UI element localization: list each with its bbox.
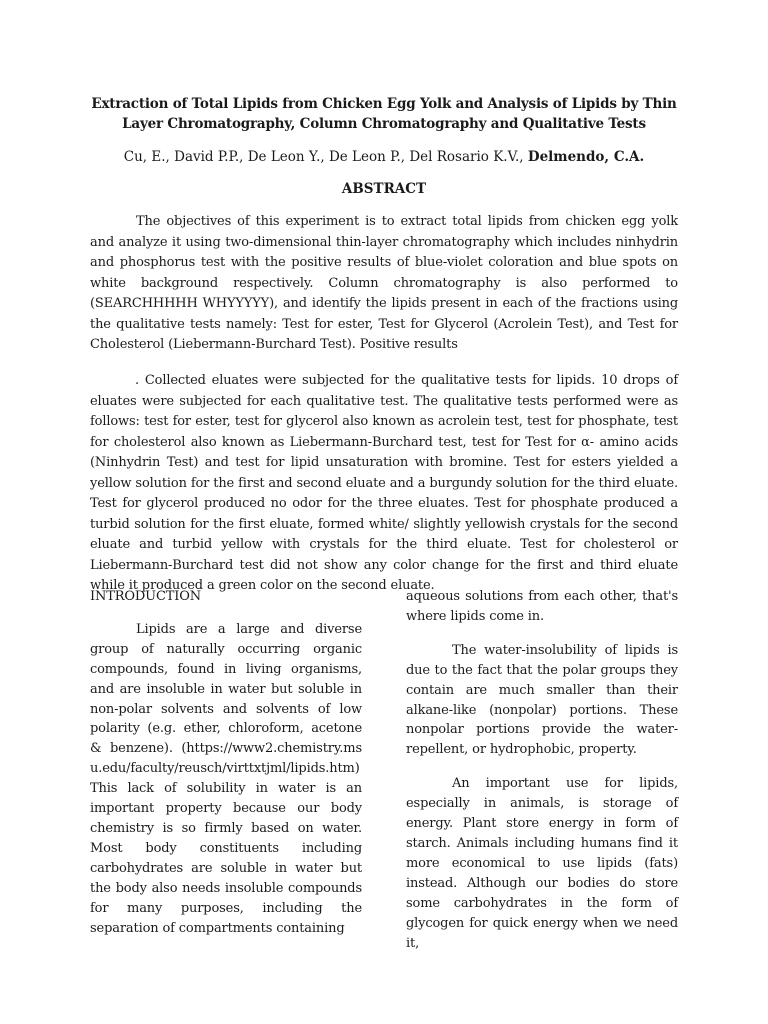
introduction-paragraph-3: An important use for lipids, especially in animals, is storage of energy. Plant store energy in form of starch. Animals including humans find it more economical to use lipids (fats) instead. Although our bodies do store some carbohydrates in the form of glycogen for quick energy when we need it, bbox=[406, 776, 678, 951]
authors-regular: Cu, E., David P.P., De Leon Y., De Leon P., Del Rosario K.V., bbox=[123, 149, 524, 165]
intro-text-after-url: This lack of solubility in water is an important property because our body chemistry is so firmly based on water. Most body constituents including carbohydrates are soluble in water but the body also needs insoluble compounds for many purposes, including the separation of compartments containing bbox=[90, 781, 362, 936]
introduction-heading: INTRODUCTION bbox=[90, 589, 201, 604]
introduction-paragraph-2: The water-insolubility of lipids is due to the fact that the polar groups they contain are much smaller than their alkane-like (nonpolar) portions. These nonpolar portions provide the water-repellent, or hydrophobic, property. bbox=[406, 642, 678, 758]
reference-url: (https://www2.chemistry.msu.edu/faculty/reusch/virttxtjml/lipids.htm) bbox=[90, 741, 362, 777]
introduction-paragraph-continued: aqueous solutions from each other, that's where lipids come in. bbox=[406, 589, 678, 624]
intro-text-before-url: Lipids are a large and diverse group of naturally occurring organic compounds, found in living organisms, and are insoluble in water but soluble in non-polar solvents and solvents of low polarity (e.g. ether, chloroform, acetone & benzene). bbox=[90, 621, 362, 757]
abstract-heading: ABSTRACT bbox=[341, 181, 427, 197]
paper-title: Extraction of Total Lipids from Chicken Egg Yolk and Analysis of Lipids by Thin Layer Chromatography, Column Chromatography and Qualitative Tests bbox=[91, 96, 677, 132]
left-column bbox=[90, 587, 362, 952]
introduction-paragraph-1 bbox=[90, 620, 362, 939]
authors-bold: Delmendo, C.A. bbox=[527, 149, 645, 165]
author-list bbox=[90, 148, 678, 166]
abstract-paragraph-2: . Collected eluates were subjected for the qualitative tests for lipids. 10 drops of eluates were subjected for each qualitative test. The qualitative tests performed were as follows: test for ester, test for glycerol also known as acrolein test, test for phosphate, test for cholesterol also known as Liebermann-Burchard test, test for Test for α- amino acids (Ninhydrin Test) and test for lipid unsaturation with bromine. Test for esters yielded a yellow solution for the first and second eluate and a burgundy solution for the third eluate. Test for glycerol produced no odor for the three eluates. Test for phosphate produced a turbid solution for the first eluate, formed white/ slightly yellowish crystals for the second eluate and turbid yellow with crystals for the third eluate. Test for cholesterol or Liebermann-Burchard test did not show any color change for the first and third eluate while it produced a green color on the second eluate. bbox=[90, 373, 678, 593]
abstract-paragraph-1: The objectives of this experiment is to extract total lipids from chicken egg yolk and analyze it using two-dimensional thin-layer chromatography which includes ninhydrin and phosphorus test with the positive results of blue-violet coloration and blue spots on white background respectively. Column chromatography is also performed to (SEARCHHHHH WHYYYYY), and identify the lipids present in each of the fractions using the qualitative tests namely: Test for ester, Test for Glycerol (Acrolein Test), and Test for Cholesterol (Liebermann-Burchard Test). Positive results bbox=[90, 214, 678, 352]
right-column bbox=[406, 587, 678, 967]
